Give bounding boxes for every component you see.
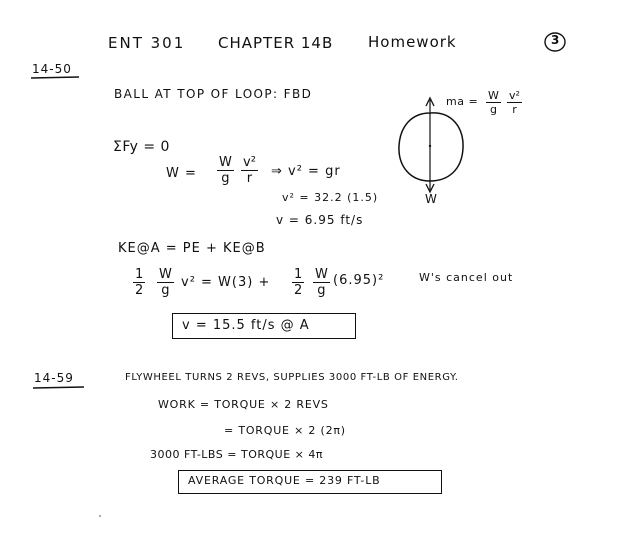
fbd-inertia-label: ma = [446,95,479,108]
energy-w-g-1-num: W [159,267,172,282]
problem-2-statement: FLYWHEEL TURNS 2 REVS, SUPPLIES 3000 FT-LB OF ENERGY. [125,372,459,383]
answer-1: v = 15.5 ft/s @ A [182,318,310,333]
answer-2: AVERAGE TORQUE = 239 FT-LB [188,474,381,487]
weight-eq-lhs: W = [166,166,197,181]
fbd-weight-label: W [425,192,438,206]
implies-eq: ⇒ v² = gr [271,164,341,179]
energy-half-2-den: 2 [294,283,303,298]
course-code: ENT 301 [108,34,186,52]
energy-w-g-2-den: g [317,283,326,298]
fbd-center-dot [429,145,431,147]
energy-half-1-den: 2 [135,283,144,298]
fbd-frac-w-g-num: W [488,89,499,102]
page-number: 3 [551,33,561,47]
v-squared-eq: v² = 32.2 (1.5) [282,191,379,204]
work-line-1: WORK = TORQUE × 2 REVS [158,398,329,411]
cancel-note: W's cancel out [419,271,514,284]
weight-eq-frac-w-g-den: g [221,171,230,186]
problem-1-underline [31,77,79,78]
problem-2-number: 14-59 [34,371,74,385]
energy-mid: v² = W(3) + [181,275,271,290]
work-line-2: = TORQUE × 2 (2π) [224,424,346,437]
energy-w-g-2-num: W [315,267,328,282]
fbd-frac-v2-r-num: v² [509,89,520,102]
problem-1-number: 14-50 [32,62,72,76]
homework-title: Homework [368,33,457,51]
energy-end: (6.95)² [333,273,385,288]
weight-eq-frac-v2-r-num: v² [243,155,256,170]
energy-half-2-num: 1 [294,267,303,282]
fbd-frac-w-g-den: g [489,103,497,116]
page-number-circle [545,33,565,51]
page-speck [99,515,101,517]
chapter-label: CHAPTER 14B [218,34,334,52]
energy-half-1-num: 1 [135,267,144,282]
weight-eq-frac-w-g-num: W [219,155,232,170]
v-result-eq: v = 6.95 ft/s [276,213,364,227]
weight-eq-frac-v2-r-den: r [246,171,253,186]
fbd-ball [399,113,463,181]
problem-2-underline [33,387,84,388]
sum-forces-eq: ΣFy = 0 [113,139,170,155]
energy-eq: KE@A = PE + KE@B [118,241,266,256]
problem-1-statement: BALL AT TOP OF LOOP: FBD [114,87,313,101]
work-line-3: 3000 FT-LBS = TORQUE × 4π [150,448,323,461]
energy-w-g-1-den: g [161,283,170,298]
fbd-frac-v2-r-den: r [512,103,517,116]
